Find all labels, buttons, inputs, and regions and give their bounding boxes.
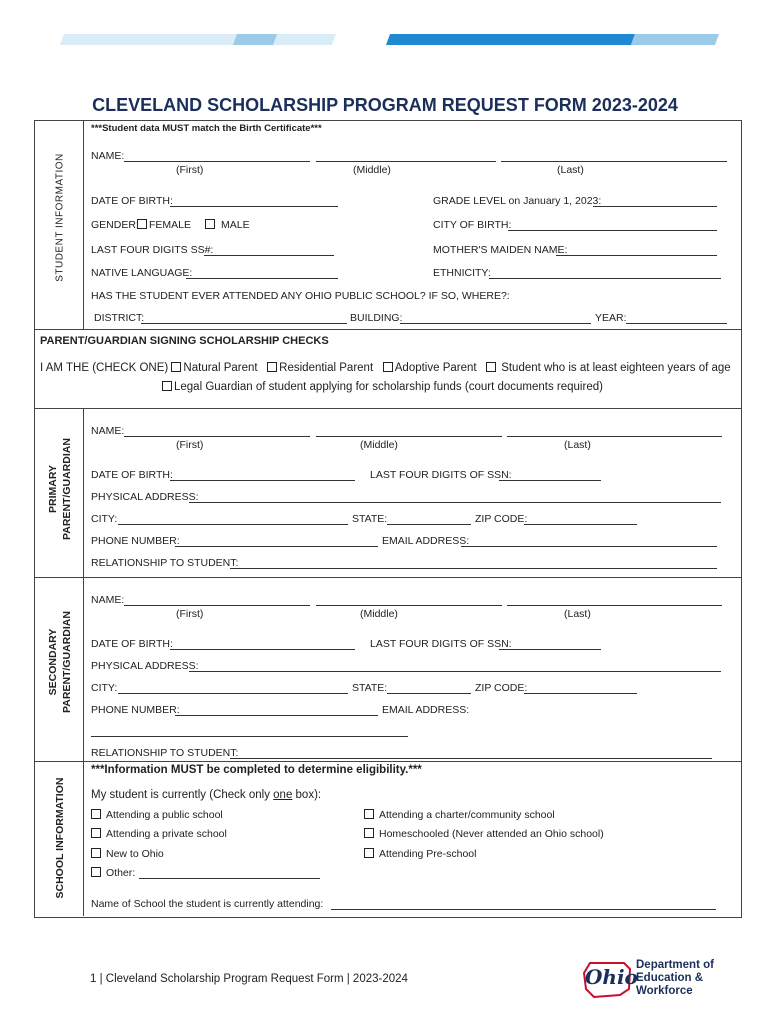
adult-student-option[interactable] (486, 362, 731, 374)
student-ssn-label: LAST FOUR DIGITS SS#: (91, 244, 214, 256)
primary-phone-label: PHONE NUMBER: (91, 535, 180, 547)
option-new-box[interactable] (91, 848, 101, 858)
student-grade-label: GRADE LEVEL on January 1, 2023: (433, 195, 602, 207)
secondary-name-label: NAME: (91, 594, 125, 606)
secondary-middle-line[interactable] (316, 605, 502, 606)
option-other[interactable] (91, 867, 135, 879)
header-bar-blue (386, 34, 635, 45)
secondary-relationship-label: RELATIONSHIP TO STUDENT: (91, 747, 239, 759)
secondary-address-label: PHYSICAL ADDRESS: (91, 660, 199, 672)
primary-middle-caption: (Middle) (360, 439, 398, 451)
residential-parent-box[interactable] (267, 362, 277, 372)
year-label: YEAR: (595, 312, 627, 324)
student-name-label: NAME: (91, 150, 125, 162)
option-public[interactable] (91, 809, 223, 821)
school-section-label: SCHOOL INFORMATION (54, 777, 66, 899)
label-column-line-1 (83, 120, 84, 329)
option-new-label: New to Ohio (106, 848, 164, 860)
option-preschool[interactable] (364, 848, 476, 860)
residential-parent-label: Residential Parent (279, 362, 374, 374)
ohio-logo-word: Ohio (585, 965, 638, 989)
student-ssn-line[interactable] (204, 255, 334, 256)
student-first-caption: (First) (176, 164, 204, 176)
page-title: CLEVELAND SCHOLARSHIP PROGRAM REQUEST FORM 2023-2024 (92, 95, 678, 115)
primary-name-label: NAME: (91, 425, 125, 437)
legal-guardian-label: Legal Guardian of student applying for scholarship funds (court documents required) (174, 381, 603, 393)
header-bar-light (60, 34, 336, 45)
check-one-row (40, 362, 731, 374)
adult-student-label: Student who is at least eighteen years of age (501, 362, 731, 374)
student-note: ***Student data MUST match the Birth Certificate*** (91, 123, 322, 134)
school-note: ***Information MUST be completed to determine eligibility.*** (91, 764, 422, 776)
secondary-dob-line[interactable] (170, 649, 355, 650)
secondary-ssn-line[interactable] (499, 649, 601, 650)
secondary-last-caption: (Last) (564, 608, 591, 620)
district-label: DISTRICT: (94, 312, 145, 324)
option-private[interactable] (91, 828, 227, 840)
student-last-caption: (Last) (557, 164, 584, 176)
male-label: MALE (221, 219, 250, 231)
secondary-email-line[interactable] (91, 736, 408, 737)
secondary-state-line[interactable] (387, 693, 471, 694)
primary-state-label: STATE: (352, 513, 388, 525)
secondary-city-line[interactable] (118, 693, 348, 694)
primary-address-line[interactable] (189, 502, 721, 503)
adoptive-parent-box[interactable] (383, 362, 393, 372)
secondary-dob-label: DATE OF BIRTH: (91, 638, 173, 650)
dept-line-3: Workforce (636, 985, 693, 997)
primary-email-line[interactable] (461, 546, 717, 547)
ethnicity-line[interactable] (489, 278, 721, 279)
secondary-first-caption: (First) (176, 608, 204, 620)
option-private-label: Attending a private school (106, 828, 227, 840)
adult-student-box[interactable] (486, 362, 496, 372)
header-bar-light-right (631, 34, 719, 45)
divider-checks (34, 408, 741, 409)
student-dob-label: DATE OF BIRTH: (91, 195, 173, 207)
legal-guardian-box[interactable] (162, 381, 172, 391)
city-of-birth-label: CITY OF BIRTH: (433, 219, 512, 231)
primary-zip-line[interactable] (524, 524, 637, 525)
maiden-name-line[interactable] (556, 255, 717, 256)
primary-first-line[interactable] (124, 436, 310, 437)
secondary-first-line[interactable] (124, 605, 310, 606)
primary-relationship-label: RELATIONSHIP TO STUDENT: (91, 557, 239, 569)
primary-label-line-1: PRIMARY (47, 464, 59, 514)
secondary-zip-line[interactable] (524, 693, 637, 694)
student-middle-line[interactable] (316, 161, 496, 162)
secondary-state-label: STATE: (352, 682, 388, 694)
ohio-logo (580, 957, 720, 1003)
option-homeschool-box[interactable] (364, 828, 374, 838)
primary-last-caption: (Last) (564, 439, 591, 451)
option-other-line[interactable] (139, 878, 320, 879)
divider-secondary (34, 761, 741, 762)
option-homeschool[interactable] (364, 828, 604, 840)
building-line[interactable] (400, 323, 591, 324)
student-middle-caption: (Middle) (353, 164, 391, 176)
primary-dob-label: DATE OF BIRTH: (91, 469, 173, 481)
i-am-label: I AM THE (CHECK ONE) (40, 362, 169, 374)
primary-ssn-label: LAST FOUR DIGITS OF SSN: (370, 469, 512, 481)
female-checkbox-box[interactable] (137, 219, 147, 229)
district-line[interactable] (141, 323, 347, 324)
primary-label-line-2: PARENT/GUARDIAN (61, 438, 73, 540)
building-label: BUILDING: (350, 312, 403, 324)
currently-text-post: box): (292, 789, 322, 801)
secondary-phone-line[interactable] (175, 715, 378, 716)
male-checkbox-box[interactable] (205, 219, 215, 229)
currently-text-pre: My student is currently (Check only (91, 789, 274, 801)
primary-ssn-line[interactable] (499, 480, 601, 481)
primary-last-line[interactable] (507, 436, 722, 437)
student-first-line[interactable] (124, 161, 310, 162)
secondary-zip-label: ZIP CODE: (475, 682, 528, 694)
adoptive-parent-option[interactable] (383, 362, 477, 374)
natural-parent-label: Natural Parent (183, 362, 258, 374)
primary-phone-line[interactable] (175, 546, 378, 547)
header-bar-mid (233, 34, 277, 45)
dept-line-1: Department of (636, 959, 714, 971)
residential-parent-option[interactable] (267, 362, 373, 374)
primary-dob-line[interactable] (170, 480, 355, 481)
female-label: FEMALE (149, 219, 192, 231)
option-homeschool-label: Homeschooled (Never attended an Ohio school) (379, 828, 604, 840)
checks-heading: PARENT/GUARDIAN SIGNING SCHOLARSHIP CHECKS (40, 335, 329, 347)
dept-name (636, 959, 714, 998)
maiden-name-label: MOTHER'S MAIDEN NAME: (433, 244, 568, 256)
primary-relationship-line[interactable] (230, 568, 717, 569)
student-dob-line[interactable] (170, 206, 338, 207)
student-grade-line[interactable] (593, 206, 717, 207)
secondary-city-label: CITY: (91, 682, 118, 694)
secondary-ssn-label: LAST FOUR DIGITS OF SSN: (370, 638, 512, 650)
option-charter-label: Attending a charter/community school (379, 809, 555, 821)
primary-zip-label: ZIP CODE: (475, 513, 528, 525)
option-charter[interactable] (364, 809, 555, 821)
option-other-box[interactable] (91, 867, 101, 877)
secondary-label-line-2: PARENT/GUARDIAN (61, 611, 73, 713)
option-public-label: Attending a public school (106, 809, 223, 821)
primary-first-caption: (First) (176, 439, 204, 451)
school-name-line[interactable] (331, 909, 716, 910)
secondary-relationship-line[interactable] (230, 758, 712, 759)
option-charter-box[interactable] (364, 809, 374, 819)
primary-city-label: CITY: (91, 513, 118, 525)
currently-text-one: one (273, 789, 293, 801)
label-column-line-2 (83, 408, 84, 916)
city-of-birth-line[interactable] (508, 230, 717, 231)
currently-question (91, 789, 321, 801)
secondary-address-line[interactable] (189, 671, 721, 672)
primary-state-line[interactable] (387, 524, 471, 525)
secondary-middle-caption: (Middle) (360, 608, 398, 620)
secondary-phone-label: PHONE NUMBER: (91, 704, 180, 716)
school-name-label: Name of School the student is currently attending: (91, 898, 324, 910)
female-checkbox[interactable] (137, 219, 191, 231)
legal-guardian-option[interactable] (162, 381, 603, 393)
native-language-line[interactable] (186, 278, 338, 279)
footer-page-text: 1 | Cleveland Scholarship Program Request Form | 2023-2024 (90, 973, 408, 985)
divider-primary (34, 577, 741, 578)
dept-line-2: Education & (636, 972, 704, 984)
option-public-box[interactable] (91, 809, 101, 819)
native-language-label: NATIVE LANGUAGE: (91, 267, 193, 279)
option-new-to-ohio[interactable] (91, 848, 164, 860)
ethnicity-label: ETHNICITY: (433, 267, 491, 279)
option-private-box[interactable] (91, 828, 101, 838)
student-last-line[interactable] (501, 161, 727, 162)
primary-city-line[interactable] (118, 524, 348, 525)
student-gender-label: GENDER: (91, 219, 139, 231)
year-line[interactable] (626, 323, 727, 324)
secondary-last-line[interactable] (507, 605, 722, 606)
male-checkbox[interactable] (205, 219, 250, 231)
option-preschool-label: Attending Pre-school (379, 848, 477, 860)
option-other-label: Other: (106, 867, 136, 879)
natural-parent-option[interactable] (171, 362, 257, 374)
secondary-section-label (46, 587, 74, 737)
primary-middle-line[interactable] (316, 436, 502, 437)
option-preschool-box[interactable] (364, 848, 374, 858)
primary-email-label: EMAIL ADDRESS: (382, 535, 470, 547)
primary-section-label (46, 414, 74, 564)
attended-question: HAS THE STUDENT EVER ATTENDED ANY OHIO PUBLIC SCHOOL? IF SO, WHERE?: (91, 290, 510, 302)
divider-student (34, 329, 741, 330)
primary-address-label: PHYSICAL ADDRESS: (91, 491, 199, 503)
adoptive-parent-label: Adoptive Parent (394, 362, 477, 374)
natural-parent-box[interactable] (171, 362, 181, 372)
student-section-label: STUDENT INFORMATION (54, 153, 66, 282)
secondary-label-line-1: SECONDARY (47, 628, 59, 696)
secondary-email-label: EMAIL ADDRESS: (382, 704, 470, 716)
